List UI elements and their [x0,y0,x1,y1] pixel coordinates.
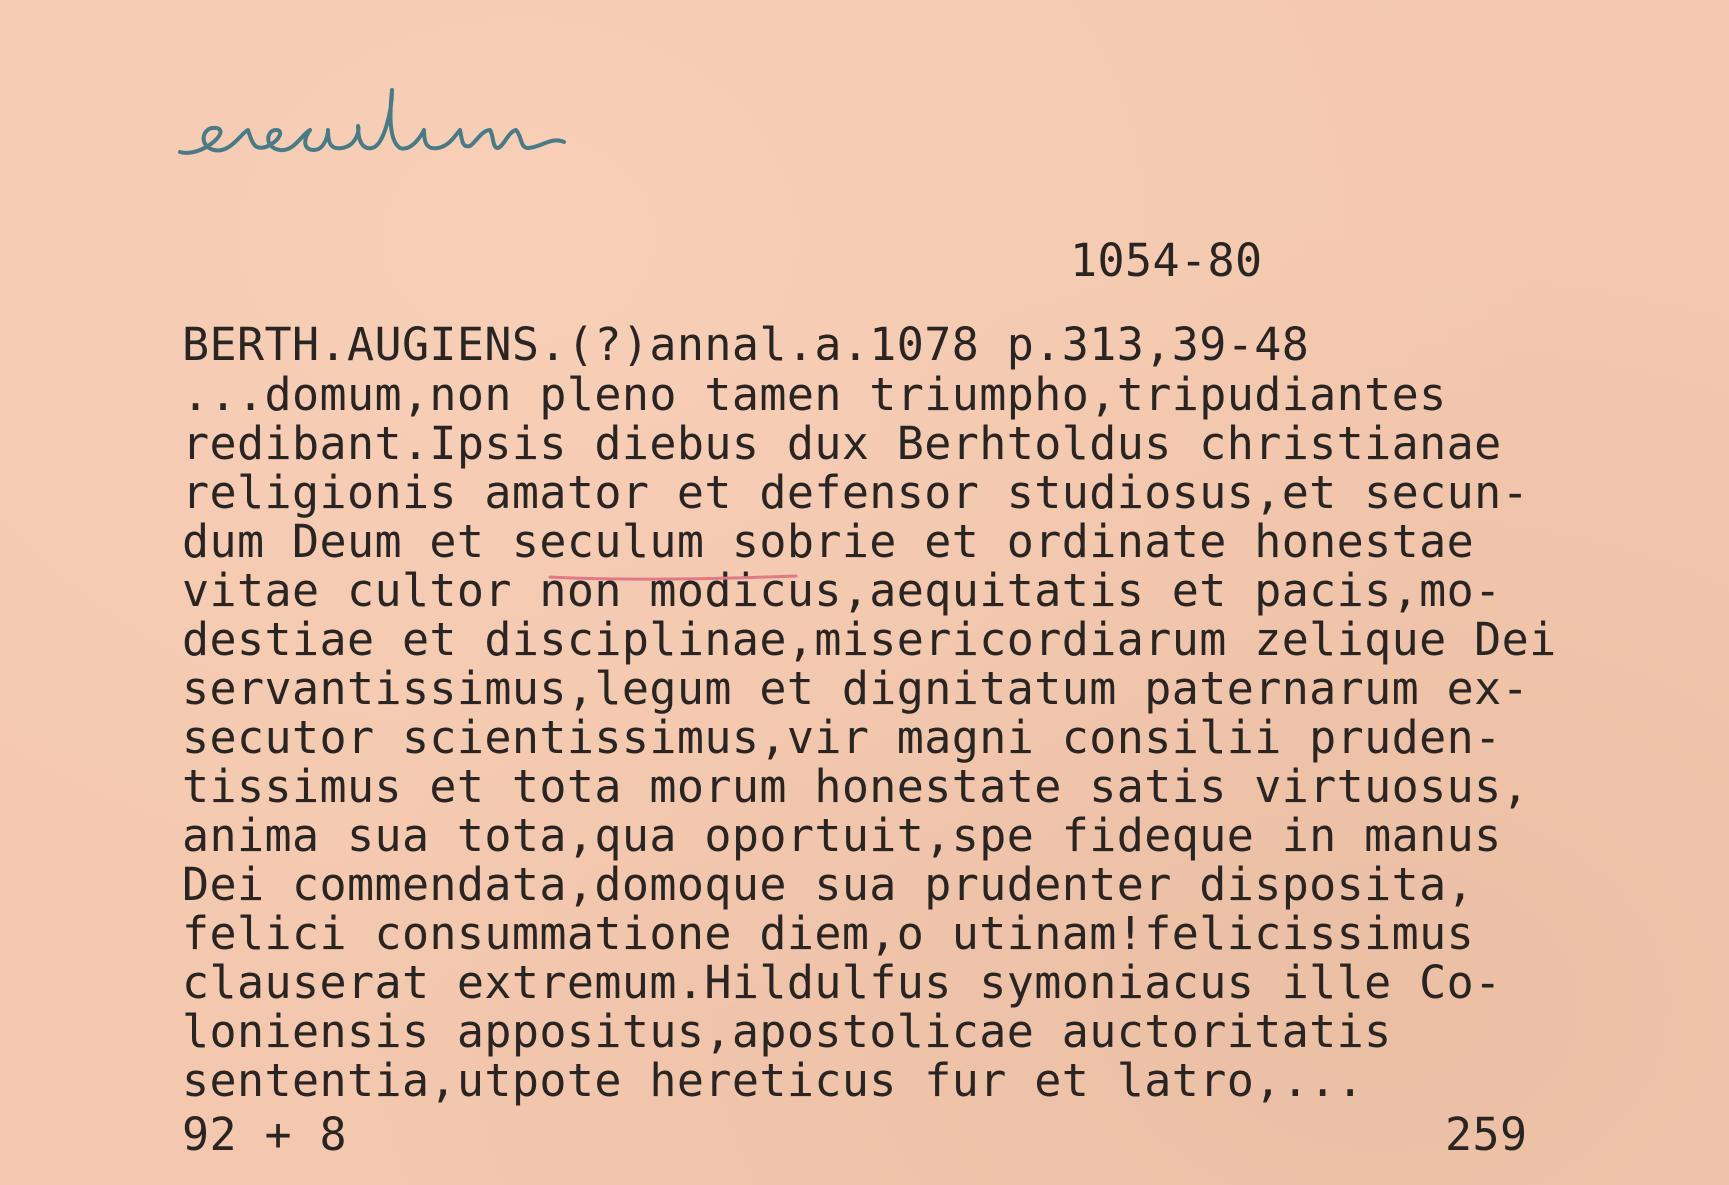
passage-line: redibant.Ipsis diebus dux Berhtoldus christianae [182,417,1502,470]
passage-line: tissimus et tota morum honestate satis virtuosus, [182,760,1530,813]
passage-line: clauserat extremum.Hildulfus symoniacus ille Co- [182,956,1502,1009]
passage-line: loniensis appositus,apostolicae auctoritatis [182,1005,1392,1058]
handwritten-headword [172,70,592,180]
passage-line: anima sua tota,qua oportuit,spe fideque in manus [182,809,1502,862]
keyword-underline [548,568,798,576]
passage-line: destiae et disciplinae,misericordiarum zelique Dei [182,613,1557,666]
passage-line: Dei commendata,domoque sua prudenter disposita, [182,858,1475,911]
source-citation: BERTH.AUGIENS.(?)annal.a.1078 p.313,39-48 [182,318,1310,371]
passage-line: secutor scientissimus,vir magni consilii pruden- [182,711,1502,764]
quoted-passage [182,370,1557,1105]
passage-line: dum Deum et seculum sobrie et ordinate honestae [182,515,1475,568]
passage-line: sententia,utpote hereticus fur et latro,... [182,1054,1365,1107]
passage-line: felici consummatione diem,o utinam!felicissimus [182,907,1475,960]
date-range: 1054-80 [1070,234,1263,287]
passage-line: servantissimus,legum et dignitatum paternarum ex- [182,662,1530,715]
card-number: 259 [1445,1108,1528,1161]
passage-line: vitae cultor non modicus,aequitatis et pacis,mo- [182,564,1502,617]
card-reference: 92 + 8 [182,1108,347,1161]
passage-line: religionis amator et defensor studiosus,et secun- [182,466,1530,519]
headword-script-glyphs [172,70,592,180]
passage-line: ...domum,non pleno tamen triumpho,tripudiantes [182,368,1447,421]
